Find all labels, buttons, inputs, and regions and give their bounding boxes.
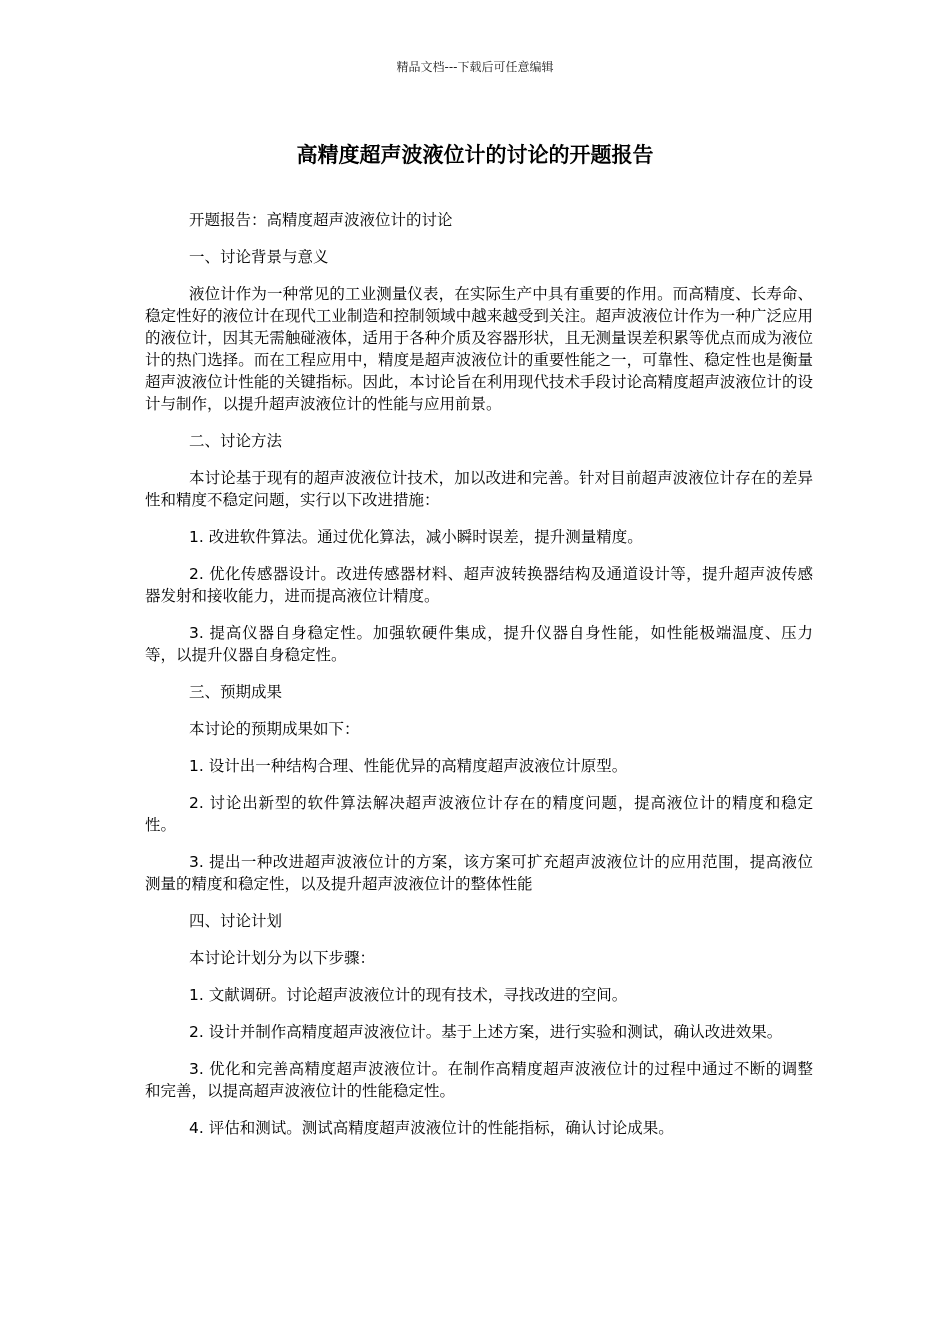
method-item-1: 1. 改进软件算法。通过优化算法，减小瞬时误差，提升测量精度。 <box>189 528 643 546</box>
method-item-3: 3. 提高仪器自身稳定性。加强软硬件集成，提升仪器自身性能，如性能极端温度、压力等，以提升仪器自身稳定性。 <box>145 624 813 664</box>
document-body <box>145 209 813 1154</box>
method-item-2: 2. 优化传感器设计。改进传感器材料、超声波转换器结构及通道设计等，提升超声波传感器发射和接收能力，进而提高液位计精度。 <box>145 565 813 605</box>
plan-item-2: 2. 设计并制作高精度超声波液位计。基于上述方案，进行实验和测试，确认改进效果。 <box>189 1023 783 1041</box>
results-item-3: 3. 提出一种改进超声波液位计的方案，该方案可扩充超声波液位计的应用范围，提高液位测量的精度和稳定性，以及提升超声波液位计的整体性能 <box>145 853 813 893</box>
results-intro: 本讨论的预期成果如下： <box>189 720 360 738</box>
plan-item-3: 3. 优化和完善高精度超声波液位计。在制作高精度超声波液位计的过程中通过不断的调整和完善，以提高超声波液位计的性能稳定性。 <box>145 1060 813 1100</box>
results-item-1: 1. 设计出一种结构合理、性能优异的高精度超声波液位计原型。 <box>189 757 628 775</box>
header-note: 精品文档---下载后可任意编辑 <box>396 60 554 74</box>
section-heading-method: 二、讨论方法 <box>189 432 283 450</box>
document-title: 高精度超声波液位计的讨论的开题报告 <box>296 143 654 167</box>
plan-intro: 本讨论计划分为以下步骤： <box>189 949 376 967</box>
method-intro: 本讨论基于现有的超声波液位计技术，加以改进和完善。针对目前超声波液位计存在的差异性和精度不稳定问题，实行以下改进措施： <box>145 469 813 509</box>
section-heading-plan: 四、讨论计划 <box>189 912 283 930</box>
report-subject: 开题报告：高精度超声波液位计的讨论 <box>189 211 453 229</box>
plan-item-1: 1. 文献调研。讨论超声波液位计的现有技术，寻找改进的空间。 <box>189 986 628 1004</box>
section-heading-results: 三、预期成果 <box>189 683 283 701</box>
results-item-2: 2. 讨论出新型的软件算法解决超声波液位计存在的精度问题，提高液位计的精度和稳定性。 <box>145 794 813 834</box>
background-paragraph: 液位计作为一种常见的工业测量仪表，在实际生产中具有重要的作用。而高精度、长寿命、稳定性好的液位计在现代工业制造和控制领域中越来越受到关注。超声波液位计作为一种广泛应用的液位计，因其无需触碰液体，适用于各种介质及容器形状，且无测量误差积累等优点而成为液位计的热门选择。而在工程应用中，精度是超声波液位计的重要性能之一，可靠性、稳定性也是衡量超声波液位计性能的关键指标。因此，本讨论旨在利用现代技术手段讨论高精度超声波液位计的设计与制作，以提升超声波液位计的性能与应用前景。 <box>145 285 813 413</box>
section-heading-background: 一、讨论背景与意义 <box>189 248 329 266</box>
plan-item-4: 4. 评估和测试。测试高精度超声波液位计的性能指标，确认讨论成果。 <box>189 1119 674 1137</box>
